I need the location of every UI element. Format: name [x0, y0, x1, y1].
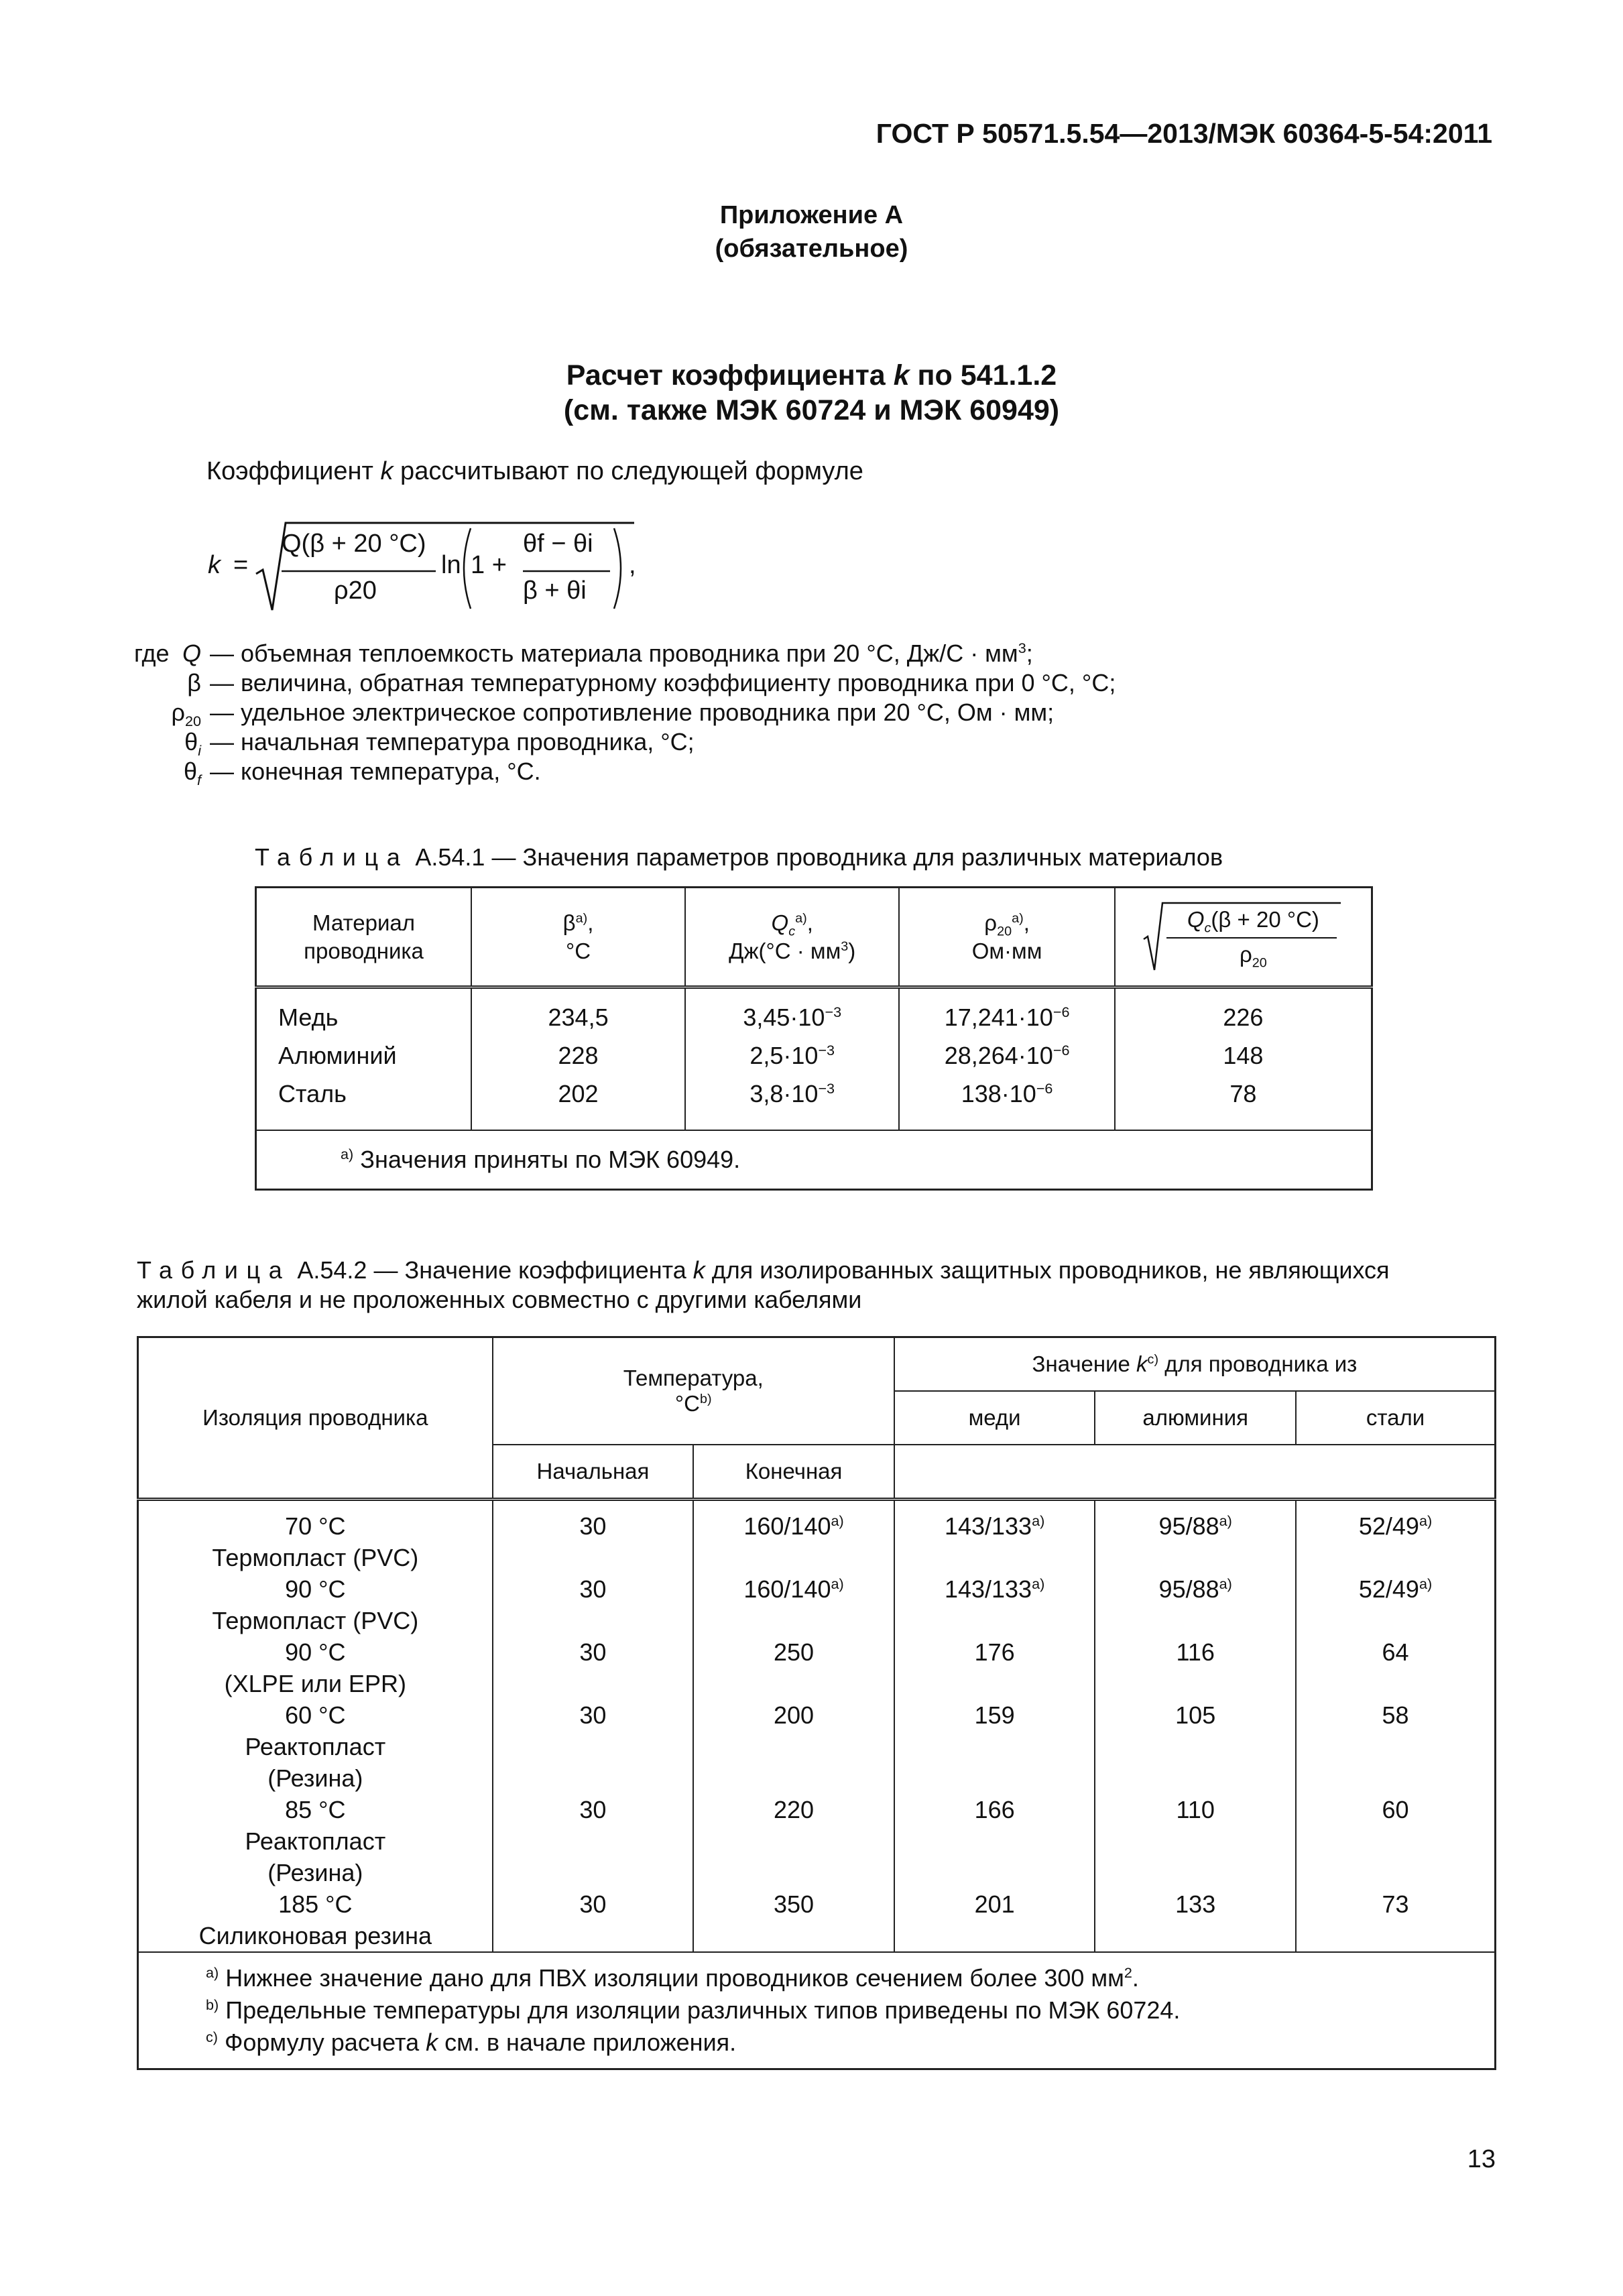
table1-cell-qc-exp: −3	[825, 1004, 842, 1020]
table2-footnote-a-tail: .	[1132, 1964, 1139, 1992]
table2-header-final: Конечная	[693, 1445, 894, 1500]
table1-header-rho-sub: 20	[997, 924, 1012, 939]
table2-cell-copper-sup: a)	[1032, 1512, 1045, 1529]
table2-cell-insulation: (Резина)	[267, 1764, 363, 1792]
table2-insulation-column	[138, 1500, 493, 1953]
table2-header-row1	[138, 1337, 1496, 1392]
table1-qc-column	[685, 987, 899, 1131]
table2-cell-copper-value: 143/133	[944, 1512, 1032, 1540]
table2-cell-aluminium	[1095, 1573, 1295, 1605]
table2-cell-insulation: Термопласт (PVC)	[212, 1544, 419, 1571]
symbol-q-char: Q	[182, 640, 201, 667]
table2-cell-final-sup: a)	[831, 1512, 844, 1529]
table1-header-qc-sub: c	[788, 924, 796, 939]
table1-beta-column	[471, 987, 685, 1131]
table1-cell-beta: 234,5	[548, 1004, 609, 1031]
table2-cell-aluminium-sup: a)	[1219, 1512, 1232, 1529]
table1-header-rho	[899, 888, 1114, 987]
formula-ln: ln	[441, 551, 461, 579]
table1-cell-qc	[686, 998, 898, 1036]
table1-header-rho-sup: a)	[1012, 910, 1024, 926]
table1-cell-root: 226	[1223, 1004, 1264, 1031]
table2-caption-text2: для изолированных защитных проводников, не являющихся	[705, 1256, 1390, 1284]
table1-header-row	[256, 888, 1372, 987]
table2-cell-insulation: Реактопласт	[245, 1827, 386, 1855]
intro-text	[206, 457, 863, 486]
table2-cell-aluminium: 133	[1175, 1890, 1216, 1918]
table2-cell-final: 250	[774, 1638, 815, 1666]
symbol-q	[107, 640, 201, 668]
table2-cell-copper: 166	[974, 1796, 1015, 1823]
table1-header-qc	[685, 888, 899, 987]
section-title-k: k	[893, 359, 910, 391]
table2-footnote-c-marker: c)	[206, 2029, 218, 2045]
table2-header-temp-label: Температура,	[623, 1366, 764, 1390]
formula-lhs: k	[208, 551, 221, 579]
definition-q-sup: 3	[1018, 640, 1026, 656]
table1-header-beta-sup: a)	[575, 910, 588, 926]
table1-header-material-line1: Материал	[312, 910, 415, 935]
table2-cell-copper: 176	[974, 1638, 1015, 1666]
definition-q	[210, 640, 1033, 668]
table2-cell-steel: 64	[1382, 1638, 1409, 1666]
symbol-theta-f	[107, 758, 201, 789]
table1-header-qc-unit-close: )	[848, 938, 856, 963]
table2-header-kval-sup: c)	[1147, 1352, 1159, 1367]
table1-header-qc-sup: a)	[795, 910, 807, 926]
table2-k-values	[137, 1336, 1496, 2070]
table2-caption-text: А.54.2 — Значение коэффициента	[290, 1256, 693, 1284]
formula-theta-denominator: β + θi	[523, 577, 587, 605]
table2-header-copper: меди	[894, 1391, 1095, 1445]
table2-cell-copper: 201	[974, 1890, 1015, 1918]
table2-caption-label: Таблица	[137, 1256, 291, 1284]
table1-data-rows	[256, 987, 1372, 1131]
table2-header-blank	[894, 1445, 1496, 1500]
table1-caption	[255, 843, 1223, 871]
table2-caption	[137, 1256, 1496, 1284]
formula-one: 1 +	[471, 551, 507, 579]
symbol-theta-f-char: θ	[183, 758, 197, 785]
table2-cell-insulation: 185 °С	[278, 1890, 353, 1918]
table2-cell-aluminium-sup: a)	[1219, 1575, 1232, 1592]
section-title-prefix: Расчет коэффициента	[566, 359, 894, 391]
table1-cell-rho-mantissa: 28,264·10	[944, 1042, 1053, 1069]
table1-header-qc-unit-sup: 3	[841, 939, 849, 954]
table1-cell-qc-mantissa: 2,5·10	[749, 1042, 819, 1069]
table2-header-temp-sup: b)	[699, 1392, 712, 1406]
table2-cell-initial: 30	[579, 1796, 607, 1823]
intro-suffix: рассчитывают по следующей формуле	[393, 457, 863, 485]
table2-cell-final: 220	[774, 1796, 815, 1823]
table1-header-rho-comma: ,	[1023, 910, 1030, 935]
table1-cell-rho	[900, 998, 1114, 1036]
definition-theta-f: — конечная температура, °С.	[210, 758, 541, 785]
table2-cell-copper	[895, 1573, 1095, 1605]
table2-footnote-c-text: Формулу расчета	[218, 2029, 426, 2056]
table2-cell-final-value: 160/140	[743, 1512, 831, 1540]
table2-data-rows	[138, 1500, 1496, 1953]
symbol-theta-i	[107, 728, 201, 760]
definition-q-text: — объемная теплоемкость материала проводника при 20 °С, Дж/С · мм	[210, 640, 1018, 667]
table1-cell-material: Сталь	[278, 1080, 347, 1107]
symbol-beta: β	[187, 669, 201, 697]
table2-header-kval-pre: Значение	[1032, 1351, 1137, 1376]
k-formula	[208, 520, 637, 621]
table1-header-rho-unit: Ом·мм	[971, 938, 1042, 963]
table1-cell-rho-exp: −6	[1036, 1080, 1053, 1097]
table2-cell-copper-sup: a)	[1032, 1575, 1045, 1592]
table1-cell-qc	[686, 1036, 898, 1075]
table2-cell-aluminium: 116	[1176, 1638, 1215, 1666]
table2-footnote-b-marker: b)	[206, 1996, 219, 2013]
symbol-theta-i-char: θ	[184, 728, 198, 756]
table1-cell-qc-mantissa: 3,45·10	[743, 1004, 825, 1031]
table2-header-k-value	[894, 1337, 1496, 1392]
table1-header-material-line2: проводника	[304, 938, 424, 963]
table1-footnote-text: Значения приняты по МЭК 60949.	[353, 1146, 741, 1173]
table2-initial-column	[493, 1500, 694, 1953]
table1-cell-rho-mantissa: 138·10	[961, 1080, 1036, 1107]
table1-cell-qc	[686, 1075, 898, 1113]
table1-header-beta	[471, 888, 685, 987]
table1-cell-qc-exp: −3	[818, 1080, 835, 1097]
table2-cell-final	[694, 1510, 894, 1542]
symbol-rho20	[107, 699, 201, 730]
table2-cell-steel-value: 52/49	[1358, 1575, 1419, 1603]
table1-cell-rho	[900, 1036, 1114, 1075]
table2-cell-steel	[1297, 1573, 1494, 1605]
table2-aluminium-column	[1095, 1500, 1296, 1953]
definition-beta: — величина, обратная температурному коэффициенту проводника при 0 °С, °С;	[210, 669, 1116, 697]
annex-title: Приложение А	[719, 201, 904, 229]
table2-cell-aluminium-value: 95/88	[1158, 1575, 1219, 1603]
table1-header-beta-comma: ,	[587, 910, 594, 935]
table1-cell-material: Медь	[278, 1004, 339, 1031]
table2-cell-initial: 30	[579, 1512, 607, 1540]
table2-footnote-a-marker: a)	[206, 1964, 219, 1981]
table2-cell-insulation: (XLPE или EPR)	[224, 1670, 406, 1697]
table2-cell-initial: 30	[579, 1638, 607, 1666]
table2-footnotes	[138, 1952, 1496, 2069]
section-subtitle: (см. также МЭК 60724 и МЭК 60949)	[563, 394, 1060, 426]
definition-q-tail: ;	[1026, 640, 1033, 667]
table1-footnote-row	[256, 1130, 1372, 1190]
table2-cell-insulation: 85 °С	[285, 1796, 346, 1823]
table1-cell-root: 78	[1229, 1080, 1257, 1107]
table2-cell-final: 200	[774, 1701, 815, 1729]
page-number: 13	[1467, 2145, 1496, 2173]
table1-cell-rho	[900, 1075, 1114, 1113]
table2-cell-aluminium	[1095, 1510, 1295, 1542]
table1-root-q: Q	[1187, 906, 1205, 932]
table2-cell-steel-value: 52/49	[1358, 1512, 1419, 1540]
table1-cell-material: Алюминий	[278, 1042, 397, 1069]
table1-caption-text: А.54.1 — Значения параметров проводника для различных материалов	[408, 843, 1223, 871]
table2-final-column	[693, 1500, 894, 1953]
table1-header-root	[1115, 888, 1372, 987]
formula-denominator: ρ20	[334, 577, 377, 605]
table2-cell-insulation: 70 °С	[285, 1512, 346, 1540]
table2-footnote-c-k: k	[426, 2029, 438, 2056]
table2-cell-aluminium-value: 95/88	[1158, 1512, 1219, 1540]
table2-cell-copper	[895, 1510, 1095, 1542]
table2-cell-insulation: Силиконовая резина	[198, 1922, 432, 1949]
table2-cell-steel: 58	[1382, 1701, 1409, 1729]
table1-root-rho: ρ	[1239, 941, 1252, 967]
table1-cell-rho-mantissa: 17,241·10	[944, 1004, 1053, 1031]
table2-cell-final	[694, 1573, 894, 1605]
table2-cell-initial: 30	[579, 1890, 607, 1918]
section-title-suffix: по 541.1.2	[909, 359, 1057, 391]
table1-header-beta-unit: °С	[566, 938, 591, 963]
table1-root-column	[1115, 987, 1372, 1131]
table2-header-initial: Начальная	[493, 1445, 694, 1500]
table2-cell-copper: 159	[974, 1701, 1015, 1729]
table2-cell-final-value: 160/140	[743, 1575, 831, 1603]
table1-header-material	[256, 888, 472, 987]
table2-footnote-c-text2: см. в начале приложения.	[438, 2029, 737, 2056]
table2-cell-copper-value: 143/133	[944, 1575, 1032, 1603]
table2-footnote-b-text: Предельные температуры для изоляции различных типов приведены по МЭК 60724.	[219, 1996, 1181, 2024]
table2-cell-steel: 60	[1382, 1796, 1409, 1823]
table2-cell-aluminium: 110	[1176, 1796, 1215, 1823]
table2-cell-steel	[1297, 1510, 1494, 1542]
definition-rho20: — удельное электрическое сопротивление проводника при 20 °С, Ом · мм;	[210, 699, 1055, 726]
table2-footnote-a	[206, 1962, 1494, 1994]
table1-cell-beta: 228	[558, 1042, 599, 1069]
table2-header-kval-k: k	[1136, 1351, 1148, 1376]
annex-subtitle: (обязательное)	[715, 235, 908, 263]
table2-header-temperature	[493, 1337, 894, 1445]
table1-root-rho-sub: 20	[1252, 955, 1267, 971]
table2-header-aluminium: алюминия	[1095, 1391, 1296, 1445]
table2-footnotes-row	[138, 1952, 1496, 2069]
symbol-theta-f-sub: f	[197, 772, 201, 789]
table2-cell-steel: 73	[1382, 1890, 1409, 1918]
table1-header-qc-comma: ,	[806, 910, 813, 935]
formula-numerator: Q(β + 20 °C)	[282, 530, 426, 558]
table1-footnote-marker: a)	[341, 1146, 354, 1162]
table2-steel-column	[1296, 1500, 1496, 1953]
table1-root-c: c	[1204, 920, 1211, 936]
table2-header-steel: стали	[1296, 1391, 1496, 1445]
table1-caption-label: Таблица	[255, 843, 409, 871]
definition-theta-i: — начальная температура проводника, °С;	[210, 728, 695, 756]
table1-root-numerator	[1169, 906, 1337, 934]
table2-cell-insulation: 90 °С	[285, 1575, 346, 1603]
intro-prefix: Коэффициент	[206, 457, 381, 485]
table1-root-beta: (β + 20 °C)	[1211, 906, 1319, 932]
table2-cell-steel-sup: a)	[1419, 1512, 1433, 1529]
table1-footnote	[256, 1130, 1372, 1190]
symbol-rho-char: ρ	[171, 699, 185, 726]
table1-header-qc-unit: Дж(°С · мм	[729, 938, 841, 963]
table2-cell-insulation: (Резина)	[267, 1859, 363, 1886]
table2-cell-final: 350	[774, 1890, 815, 1918]
table1-cell-root: 148	[1223, 1042, 1264, 1069]
table2-cell-aluminium: 105	[1175, 1701, 1216, 1729]
table2-caption-line2: жилой кабеля и не проложенных совместно с другими кабелями	[137, 1286, 862, 1313]
table2-cell-final-sup: a)	[831, 1575, 844, 1592]
table2-header-kval-post: для проводника из	[1158, 1351, 1358, 1376]
table1-cell-rho-exp: −6	[1053, 1004, 1070, 1020]
table2-copper-column	[894, 1500, 1095, 1953]
table2-cell-initial: 30	[579, 1575, 607, 1603]
table2-caption-k: k	[693, 1256, 705, 1284]
table2-cell-insulation: Термопласт (PVC)	[212, 1607, 419, 1634]
table1-header-beta-symbol: β	[562, 910, 576, 935]
table2-header-insulation: Изоляция проводника	[138, 1337, 493, 1500]
table2-header-temp-unit: °С	[674, 1391, 700, 1416]
table1-cell-qc-exp: −3	[818, 1042, 835, 1059]
table1-conductor-parameters	[255, 886, 1373, 1191]
table2-footnote-a-sup: 2	[1124, 1964, 1132, 1981]
symbol-rho-sub: 20	[184, 713, 201, 730]
symbol-definitions	[0, 640, 1623, 800]
table1-cell-rho-exp: −6	[1053, 1042, 1070, 1059]
table1-cell-qc-mantissa: 3,8·10	[749, 1080, 819, 1107]
formula-equals: =	[233, 551, 249, 579]
formula-comma: ,	[629, 551, 636, 579]
symbol-theta-i-sub: i	[198, 742, 201, 760]
table1-material-column	[256, 987, 472, 1131]
table1-root-denominator	[1169, 941, 1337, 969]
table1-cell-beta: 202	[558, 1080, 599, 1107]
section-title	[0, 359, 1623, 392]
table2-cell-insulation: Реактопласт	[245, 1733, 386, 1760]
table2-footnote-c	[206, 2027, 1494, 2059]
table2-cell-insulation: 90 °С	[285, 1638, 346, 1666]
formula-theta-numerator: θf − θi	[523, 530, 593, 558]
table2-cell-insulation: 60 °С	[285, 1701, 346, 1729]
table1-header-rho-symbol: ρ	[984, 910, 998, 935]
table1-header-qc-symbol: Q	[771, 910, 789, 935]
document-header: ГОСТ Р 50571.5.54—2013/МЭК 60364-5-54:2011	[876, 118, 1492, 149]
intro-k: k	[380, 457, 394, 485]
table2-footnote-a-text: Нижнее значение дано для ПВХ изоляции проводников сечением более 300 мм	[219, 1964, 1124, 1992]
table2-cell-steel-sup: a)	[1419, 1575, 1433, 1592]
table2-footnote-b	[206, 1994, 1494, 2027]
table2-cell-initial: 30	[579, 1701, 607, 1729]
where-lead: где	[134, 640, 170, 667]
table1-rho-column	[899, 987, 1114, 1131]
